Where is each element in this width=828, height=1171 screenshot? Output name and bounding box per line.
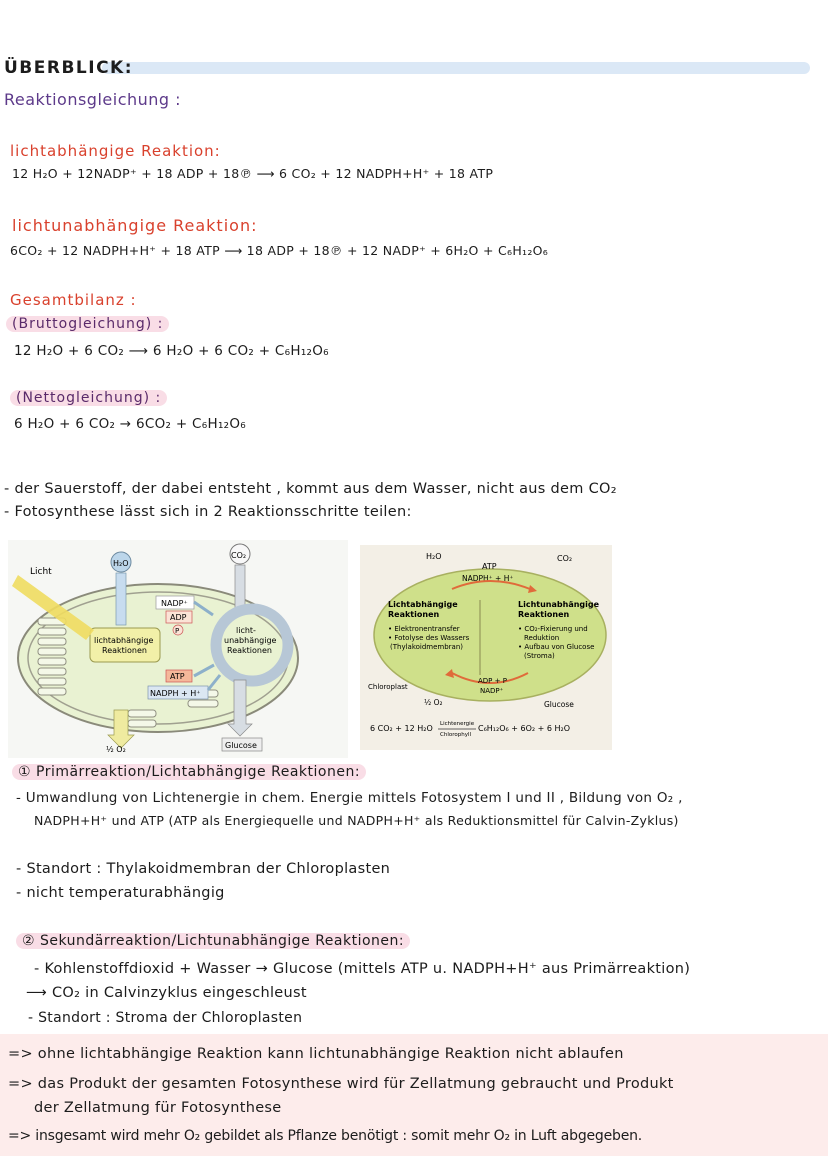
figure-right-right-item-2: Reduktion [524, 634, 560, 642]
figure-right-eq-bottom: Chlorophyll [440, 732, 472, 738]
figure-left-nadp: NADP⁺ [161, 599, 188, 608]
photosynthesis-summary-figure [360, 545, 612, 750]
conclusion-1: => ohne lichtabhängige Reaktion kann lichtunabhängige Reaktion nicht ablaufen [8, 1046, 624, 1062]
secondary-reaction-heading: ② Sekundärreaktion/Lichtunabhängige Reaktionen: [16, 933, 410, 949]
figure-right-right-item-3: • Aufbau von Glucose [518, 643, 595, 651]
bullet-two-steps: - Fotosynthese lässt sich in 2 Reaktionsschritte teilen: [4, 504, 412, 520]
title-highlight-bar [102, 62, 810, 74]
figure-right-atp: ATP [482, 562, 497, 571]
figure-right-eq-left: 6 CO₂ + 12 H₂O [370, 724, 433, 733]
figure-left-co2: CO₂ [231, 551, 247, 560]
figure-right-left-item-1: • Elektronentransfer [388, 625, 460, 633]
figure-right-adp-p: ADP + P [478, 677, 507, 685]
figure-right-eq-top: Lichtenergie [440, 721, 475, 727]
conclusion-2: => das Produkt der gesamten Fotosynthese wird für Zellatmung gebraucht und Produkt [8, 1076, 674, 1092]
total-heading: Gesamtbilanz : [10, 291, 137, 309]
figure-right-right-title-2: Reaktionen [518, 610, 570, 619]
lightindep-label-2: unabhängige [224, 636, 277, 645]
figure-right-left-title-2: Reaktionen [388, 610, 440, 619]
primary-line-2: NADPH+H⁺ und ATP (ATP als Energiequelle und NADPH+H⁺ als Reduktionsmittel für Calvin-Zyklus) [34, 813, 679, 828]
primary-line-4: - nicht temperaturabhängig [16, 885, 225, 901]
primary-reaction-heading: ① Primärreaktion/Lichtabhängige Reaktionen: [12, 764, 366, 780]
figure-right-h2o: H₂O [426, 552, 442, 561]
gross-equation-label: (Bruttogleichung) : [6, 316, 169, 332]
figure-right-glucose: Glucose [544, 700, 574, 709]
figure-right-o2: ½ O₂ [424, 698, 443, 707]
light-reaction-equation: 12 H₂O + 12NADP⁺ + 18 ADP + 18℗ ⟶ 6 CO₂ + 12 NADPH+H⁺ + 18 ATP [12, 166, 494, 181]
figure-right-left-item-2: • Fotolyse des Wassers [388, 634, 470, 642]
chloroplast-schematic-figure [8, 540, 348, 758]
figure-left-p: P [175, 627, 180, 635]
figure-right-chloroplast: Chloroplast [368, 683, 408, 691]
lightindep-label-3: Reaktionen [227, 646, 272, 655]
figure-right-left-item-3: (Thylakoidmembran) [390, 643, 464, 651]
figure-right-nadph: NADPH⁺ + H⁺ [462, 574, 514, 583]
page-subtitle: Reaktionsgleichung : [4, 90, 182, 109]
figure-left-glucose: Glucose [225, 741, 257, 750]
figure-right-nadp: NADP⁺ [480, 687, 504, 695]
primary-line-3: - Standort : Thylakoidmembran der Chloroplasten [16, 861, 391, 877]
secondary-line-3: - Standort : Stroma der Chloroplasten [28, 1010, 303, 1026]
figure-left-h2o: H₂O [113, 559, 129, 568]
dark-reaction-heading: lichtunabhängige Reaktion: [12, 216, 258, 235]
light-dependent-region [90, 628, 160, 662]
dark-reaction-equation: 6CO₂ + 12 NADPH+H⁺ + 18 ATP ⟶ 18 ADP + 18℗ + 12 NADP⁺ + 6H₂O + C₆H₁₂O₆ [10, 243, 549, 258]
figure-right-right-title-1: Lichtunabhängige [518, 600, 600, 609]
conclusion-2-continued: der Zellatmung für Fotosynthese [34, 1100, 282, 1116]
primary-line-1: - Umwandlung von Lichtenergie in chem. Energie mittels Fotosystem I und II , Bildung von O₂ , [16, 790, 683, 806]
figure-left-atp: ATP [170, 672, 185, 681]
figure-left-nadph: NADPH + H⁺ [150, 689, 201, 698]
figure-right-right-item-4: (Stroma) [524, 652, 555, 660]
conclusion-3: => insgesamt wird mehr O₂ gebildet als Pflanze benötigt : somit mehr O₂ in Luft abgegeben. [8, 1128, 643, 1144]
lightdep-label-2: Reaktionen [102, 646, 147, 655]
page-title: ÜBERBLICK: [4, 58, 134, 78]
figure-left-licht-label: Licht [30, 567, 52, 577]
bullet-oxygen-origin: - der Sauerstoff, der dabei entsteht , kommt aus dem Wasser, nicht aus dem CO₂ [4, 481, 617, 497]
secondary-line-2: ⟶ CO₂ in Calvinzyklus eingeschleust [26, 985, 307, 1001]
gross-equation: 12 H₂O + 6 CO₂ ⟶ 6 H₂O + 6 CO₂ + C₆H₁₂O₆ [14, 343, 329, 359]
net-equation-label: (Nettogleichung) : [10, 390, 167, 406]
figure-left-adp: ADP [170, 613, 187, 622]
figure-right-right-item-1: • CO₂-Fixierung und [518, 625, 588, 633]
light-reaction-heading: lichtabhängige Reaktion: [10, 142, 221, 160]
figure-left-o2: ½ O₂ [106, 745, 126, 754]
figure-right-left-title-1: Lichtabhängige [388, 600, 458, 609]
figure-right-eq-right: C₆H₁₂O₆ + 6O₂ + 6 H₂O [478, 724, 571, 733]
net-equation: 6 H₂O + 6 CO₂ → 6CO₂ + C₆H₁₂O₆ [14, 416, 247, 432]
secondary-line-1: - Kohlenstoffdioxid + Wasser → Glucose (mittels ATP u. NADPH+H⁺ aus Primärreaktion) [34, 961, 691, 977]
lightindep-label-1: licht- [236, 626, 256, 635]
figure-right-co2: CO₂ [557, 554, 573, 563]
lightdep-label-1: lichtabhängige [94, 636, 154, 645]
